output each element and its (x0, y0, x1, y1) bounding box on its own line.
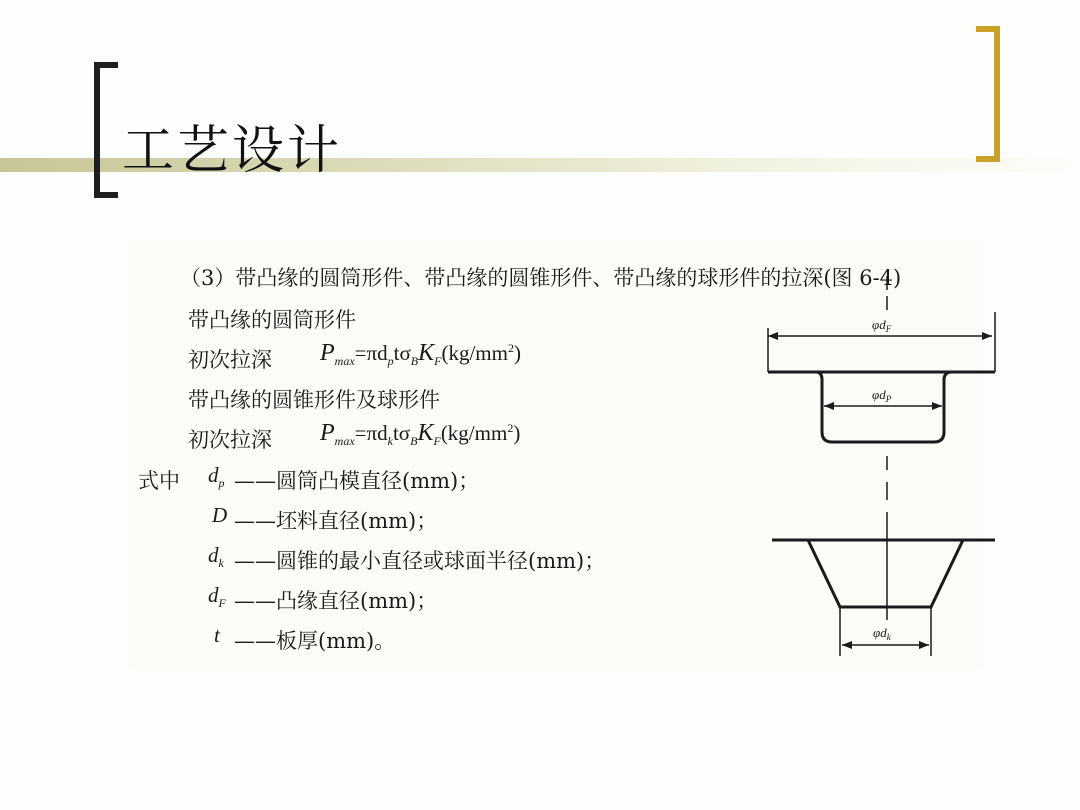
def-text-dp: ——圆筒凸模直径(mm)； (234, 469, 480, 493)
cone-profile (808, 540, 963, 607)
section-heading: （3）带凸缘的圆筒形件、带凸缘的圆锥形件、带凸缘的球形件的拉深(图 6-4) (180, 266, 902, 290)
def-text-dk: ——圆锥的最小直径或球面半径(mm)； (234, 549, 606, 573)
arrow-dF-right (982, 332, 992, 340)
label-first-draw-1: 初次拉深 (188, 348, 272, 372)
label-dk: $\varphi d_k$ (873, 625, 891, 642)
formula-2: $P_{max}=\pi d_kt\sigma_BK_F(kg/mm^2)$ (320, 420, 521, 449)
where-label: 式中 (138, 469, 180, 493)
label-first-draw-2: 初次拉深 (188, 428, 272, 452)
def-text-D: ——坯料直径(mm)； (234, 509, 438, 533)
label-dF: $\varphi d_F$ (872, 317, 892, 334)
arrow-dp-right (932, 402, 942, 410)
slide-title: 工艺设计 (122, 121, 343, 181)
def-text-dF: ——凸缘直径(mm)； (234, 589, 438, 613)
def-symbol-dp: $d_p$ (208, 463, 225, 491)
arrow-dF-left (768, 332, 778, 340)
subheading-cone-sphere: 带凸缘的圆锥形件及球形件 (188, 388, 440, 412)
def-symbol-D: D (212, 503, 228, 527)
subheading-cylinder: 带凸缘的圆筒形件 (188, 308, 356, 332)
arrow-dp-left (824, 402, 834, 410)
label-dp: $\varphi d_P$ (872, 387, 892, 404)
formula-1: $P_{max}=\pi d_pt\sigma_BK_F(kg/mm^2)$ (320, 340, 521, 369)
cup-profile (816, 372, 952, 442)
def-text-t: ——板厚(mm)。 (234, 629, 396, 653)
def-symbol-dk: $d_k$ (208, 543, 224, 571)
def-symbol-dF: $d_F$ (208, 583, 226, 611)
arrow-dk-left (842, 641, 852, 649)
arrow-dk-right (919, 641, 929, 649)
def-symbol-t: t (214, 623, 220, 647)
